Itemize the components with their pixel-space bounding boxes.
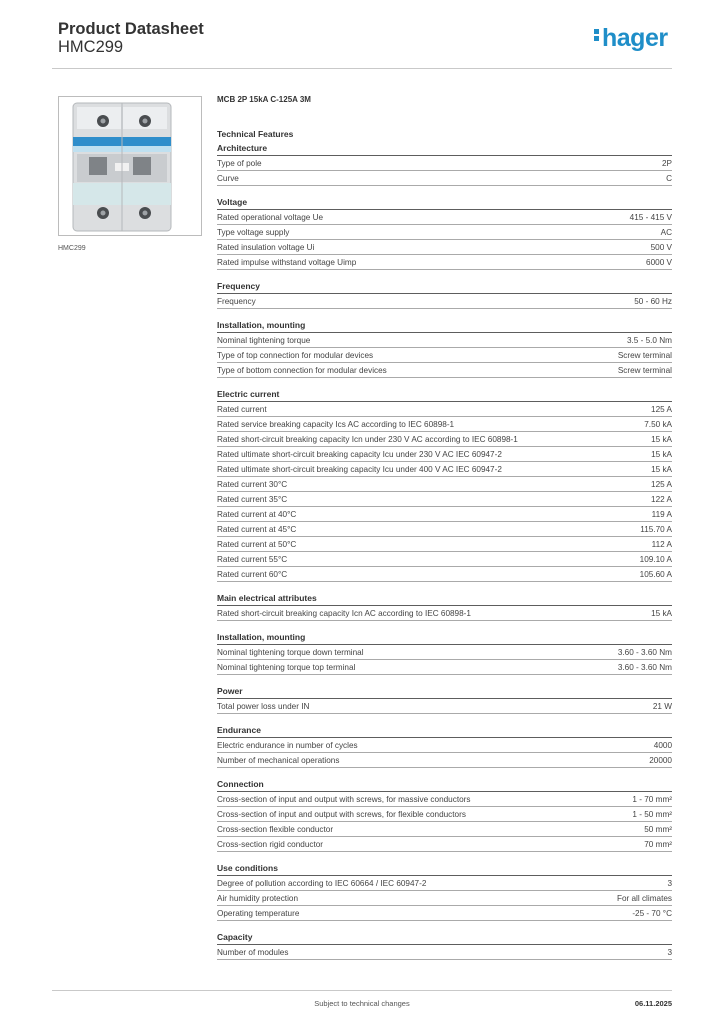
spec-row [217, 462, 672, 477]
spec-value: 70 mm² [644, 839, 672, 849]
spec-row [217, 699, 672, 714]
spec-section [217, 725, 672, 779]
spec-row [217, 891, 672, 906]
spec-value: For all climates [616, 893, 672, 903]
section-spacer [217, 621, 672, 632]
spec-label: Rated current 60°C [217, 569, 288, 579]
section-title: Power [217, 686, 672, 699]
spec-row [217, 906, 672, 921]
section-spacer [217, 768, 672, 779]
spec-value: 105.60 A [639, 569, 672, 579]
section-spacer [217, 270, 672, 281]
spec-value: 50 mm² [644, 824, 672, 834]
section-title: Use conditions [217, 863, 672, 876]
spec-row [217, 792, 672, 807]
spec-section [217, 686, 672, 725]
spec-value: 109.10 A [639, 554, 672, 564]
spec-row [217, 660, 672, 675]
spec-label: Cross-section rigid conductor [217, 839, 324, 849]
footer-date: 06.11.2025 [634, 999, 672, 1008]
product-image [58, 96, 202, 236]
spec-label: Type of pole [217, 158, 262, 168]
spec-row [217, 738, 672, 753]
page-title: Product Datasheet [58, 20, 204, 38]
technical-content [217, 95, 672, 960]
spec-value: -25 - 70 °C [632, 908, 672, 918]
section-spacer [217, 921, 672, 932]
spec-label: Rated current at 40°C [217, 509, 297, 519]
spec-value: 50 - 60 Hz [634, 296, 672, 306]
section-title: Frequency [217, 281, 672, 294]
spec-label: Electric endurance in number of cycles [217, 740, 358, 750]
spec-value: 21 W [652, 701, 672, 711]
spec-section [217, 143, 672, 197]
circuit-breaker-icon [59, 97, 201, 235]
spec-row [217, 417, 672, 432]
section-title: Installation, mounting [217, 632, 672, 645]
spec-value: 500 V [650, 242, 672, 252]
spec-label: Rated current at 45°C [217, 524, 297, 534]
spec-row [217, 876, 672, 891]
spec-row [217, 171, 672, 186]
spec-label: Air humidity protection [217, 893, 298, 903]
product-reference: HMC299 [58, 38, 124, 56]
spec-row [217, 348, 672, 363]
spec-value: 112 A [651, 539, 672, 549]
section-spacer [217, 186, 672, 197]
spec-value: 3 [667, 947, 672, 957]
spec-label: Rated impulse withstand voltage Uimp [217, 257, 357, 267]
spec-value: Screw terminal [617, 365, 672, 375]
spec-label: Rated ultimate short-circuit breaking capacity Icu under 400 V AC IEC 60947-2 [217, 464, 502, 474]
spec-label: Cross-section of input and output with screws, for massive conductors [217, 794, 471, 804]
spec-label: Rated ultimate short-circuit breaking capacity Icu under 230 V AC IEC 60947-2 [217, 449, 502, 459]
spec-value: 3 [667, 878, 672, 888]
spec-row [217, 645, 672, 660]
header-divider [52, 68, 672, 69]
spec-label: Type of top connection for modular devices [217, 350, 374, 360]
spec-value: 125 A [651, 479, 672, 489]
spec-row [217, 210, 672, 225]
spec-section [217, 863, 672, 932]
logo-dots-icon [594, 27, 601, 43]
spec-value: 15 kA [651, 464, 672, 474]
spec-row [217, 477, 672, 492]
spec-label: Rated operational voltage Ue [217, 212, 324, 222]
spec-label: Type of bottom connection for modular devices [217, 365, 387, 375]
section-title: Installation, mounting [217, 320, 672, 333]
spec-row [217, 537, 672, 552]
spec-value: 3.60 - 3.60 Nm [617, 647, 672, 657]
spec-label: Cross-section flexible conductor [217, 824, 334, 834]
section-spacer [217, 582, 672, 593]
spec-label: Rated current 35°C [217, 494, 288, 504]
spec-label: Nominal tightening torque down terminal [217, 647, 364, 657]
spec-row [217, 156, 672, 171]
spec-value: 15 kA [651, 434, 672, 444]
spec-label: Rated current 30°C [217, 479, 288, 489]
section-spacer [217, 378, 672, 389]
spec-label: Rated service breaking capacity Ics AC according to IEC 60898-1 [217, 419, 455, 429]
spec-label: Type voltage supply [217, 227, 290, 237]
spec-row [217, 807, 672, 822]
hager-logo [594, 26, 668, 51]
footer-divider [52, 990, 672, 991]
spec-row [217, 447, 672, 462]
spec-row [217, 294, 672, 309]
spec-label: Rated current 55°C [217, 554, 288, 564]
spec-value: 122 A [651, 494, 672, 504]
section-title: Electric current [217, 389, 672, 402]
spec-value: 6000 V [646, 257, 672, 267]
spec-value: Screw terminal [617, 350, 672, 360]
spec-row [217, 255, 672, 270]
spec-value: 2P [661, 158, 672, 168]
spec-row [217, 822, 672, 837]
spec-label: Number of mechanical operations [217, 755, 340, 765]
footer-note: Subject to technical changes [314, 999, 410, 1008]
spec-sections [217, 143, 672, 960]
spec-row [217, 432, 672, 447]
spec-section [217, 632, 672, 686]
spec-label: Operating temperature [217, 908, 300, 918]
section-title: Capacity [217, 932, 672, 945]
spec-label: Rated current at 50°C [217, 539, 297, 549]
spec-value: 15 kA [651, 608, 672, 618]
spec-value: 15 kA [651, 449, 672, 459]
spec-section [217, 932, 672, 960]
spec-row [217, 333, 672, 348]
spec-label: Rated insulation voltage Ui [217, 242, 315, 252]
spec-row [217, 606, 672, 621]
spec-value: 3.5 - 5.0 Nm [626, 335, 672, 345]
spec-value: C [666, 173, 672, 183]
spec-value: 20000 [649, 755, 672, 765]
spec-row [217, 363, 672, 378]
spec-row [217, 753, 672, 768]
spec-label: Degree of pollution according to IEC 60664 / IEC 60947-2 [217, 878, 427, 888]
image-caption: HMC299 [58, 245, 86, 252]
section-title: Endurance [217, 725, 672, 738]
spec-row [217, 402, 672, 417]
spec-label: Rated short-circuit breaking capacity Icn under 230 V AC according to IEC 60898-1 [217, 434, 518, 444]
spec-row [217, 945, 672, 960]
logo-text: hager [602, 24, 668, 52]
spec-label: Curve [217, 173, 239, 183]
spec-section [217, 197, 672, 281]
spec-row [217, 837, 672, 852]
spec-row [217, 567, 672, 582]
spec-value: 415 - 415 V [629, 212, 672, 222]
spec-value: 1 - 70 mm² [632, 794, 672, 804]
spec-label: Rated short-circuit breaking capacity Icn AC according to IEC 60898-1 [217, 608, 471, 618]
spec-section [217, 593, 672, 632]
technical-features-heading: Technical Features [217, 129, 294, 139]
spec-value: AC [660, 227, 672, 237]
spec-label: Frequency [217, 296, 256, 306]
spec-value: 1 - 50 mm² [632, 809, 672, 819]
spec-section [217, 779, 672, 863]
spec-value: 125 A [651, 404, 672, 414]
spec-row [217, 492, 672, 507]
spec-row [217, 522, 672, 537]
spec-label: Nominal tightening torque top terminal [217, 662, 356, 672]
spec-label: Nominal tightening torque [217, 335, 311, 345]
section-title: Connection [217, 779, 672, 792]
spec-label: Total power loss under IN [217, 701, 310, 711]
spec-section [217, 320, 672, 389]
section-title: Architecture [217, 143, 672, 156]
spec-section [217, 281, 672, 320]
spec-label: Cross-section of input and output with screws, for flexible conductors [217, 809, 466, 819]
section-spacer [217, 309, 672, 320]
section-title: Main electrical attributes [217, 593, 672, 606]
section-spacer [217, 714, 672, 725]
spec-value: 4000 [653, 740, 672, 750]
spec-row [217, 240, 672, 255]
spec-row [217, 552, 672, 567]
spec-label: Number of modules [217, 947, 289, 957]
spec-value: 3.60 - 3.60 Nm [617, 662, 672, 672]
spec-row [217, 507, 672, 522]
spec-section [217, 389, 672, 593]
spec-row [217, 225, 672, 240]
section-title: Voltage [217, 197, 672, 210]
spec-label: Rated current [217, 404, 267, 414]
spec-value: 7.50 kA [644, 419, 672, 429]
spec-value: 115.70 A [640, 524, 672, 534]
spec-value: 119 A [651, 509, 672, 519]
section-spacer [217, 675, 672, 686]
section-spacer [217, 852, 672, 863]
product-name: MCB 2P 15kA C-125A 3M [217, 95, 311, 104]
